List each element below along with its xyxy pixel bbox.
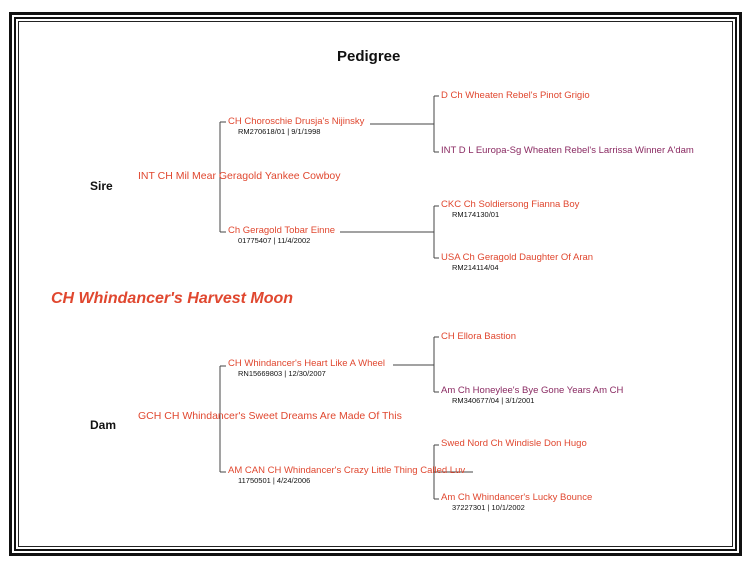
great-granddam-2-registration: RM214114/04 [452, 263, 499, 272]
great-grandsire-2-registration: RM174130/01 [452, 210, 500, 219]
maternal-grandsire-name: CH Whindancer's Heart Like A Wheel [228, 358, 386, 369]
paternal-grandsire-registration: RM270618/01 | 9/1/1998 [238, 127, 321, 136]
subject-dog-name: CH Whindancer's Harvest Moon [51, 290, 294, 307]
great-granddam-3-name: Am Ch Honeylee's Bye Gone Years Am CH [441, 385, 624, 396]
maternal-granddam-registration: 11750501 | 4/24/2006 [238, 476, 311, 485]
great-grandsire-3-name: CH Ellora Bastion [441, 331, 516, 342]
dam-name: GCH CH Whindancer's Sweet Dreams Are Made Of This [138, 410, 402, 422]
great-grandsire-2-name: CKC Ch Soldiersong Fianna Boy [441, 199, 580, 210]
great-granddam-4-registration: 37227301 | 10/1/2002 [452, 503, 525, 512]
great-grandsire-4-name: Swed Nord Ch Windisle Don Hugo [441, 438, 587, 449]
paternal-granddam-registration: 01775407 | 11/4/2002 [238, 236, 311, 245]
great-granddam-2-name: USA Ch Geragold Daughter Of Aran [441, 252, 594, 263]
maternal-granddam-name: AM CAN CH Whindancer's Crazy Little Thing Called Luv [228, 465, 466, 476]
maternal-grandsire-registration: RN15669803 | 12/30/2007 [238, 369, 326, 378]
dam-label: Dam [90, 418, 117, 432]
paternal-granddam-name: Ch Geragold Tobar Einne [228, 225, 336, 236]
great-granddam-3-registration: RM340677/04 | 3/1/2001 [452, 396, 535, 405]
paternal-grandsire-name: CH Choroschie Drusja's Nijinsky [228, 116, 365, 127]
great-granddam-4-name: Am Ch Whindancer's Lucky Bounce [441, 492, 593, 503]
great-granddam-1-name: INT D L Europa-Sg Wheaten Rebel's Larrissa Winner A'dam [441, 145, 694, 156]
great-grandsire-1-name: D Ch Wheaten Rebel's Pinot Grigio [441, 90, 590, 101]
page-title: Pedigree [337, 48, 401, 65]
sire-label: Sire [90, 179, 113, 193]
sire-name: INT CH Mil Mear Geragold Yankee Cowboy [138, 170, 341, 182]
